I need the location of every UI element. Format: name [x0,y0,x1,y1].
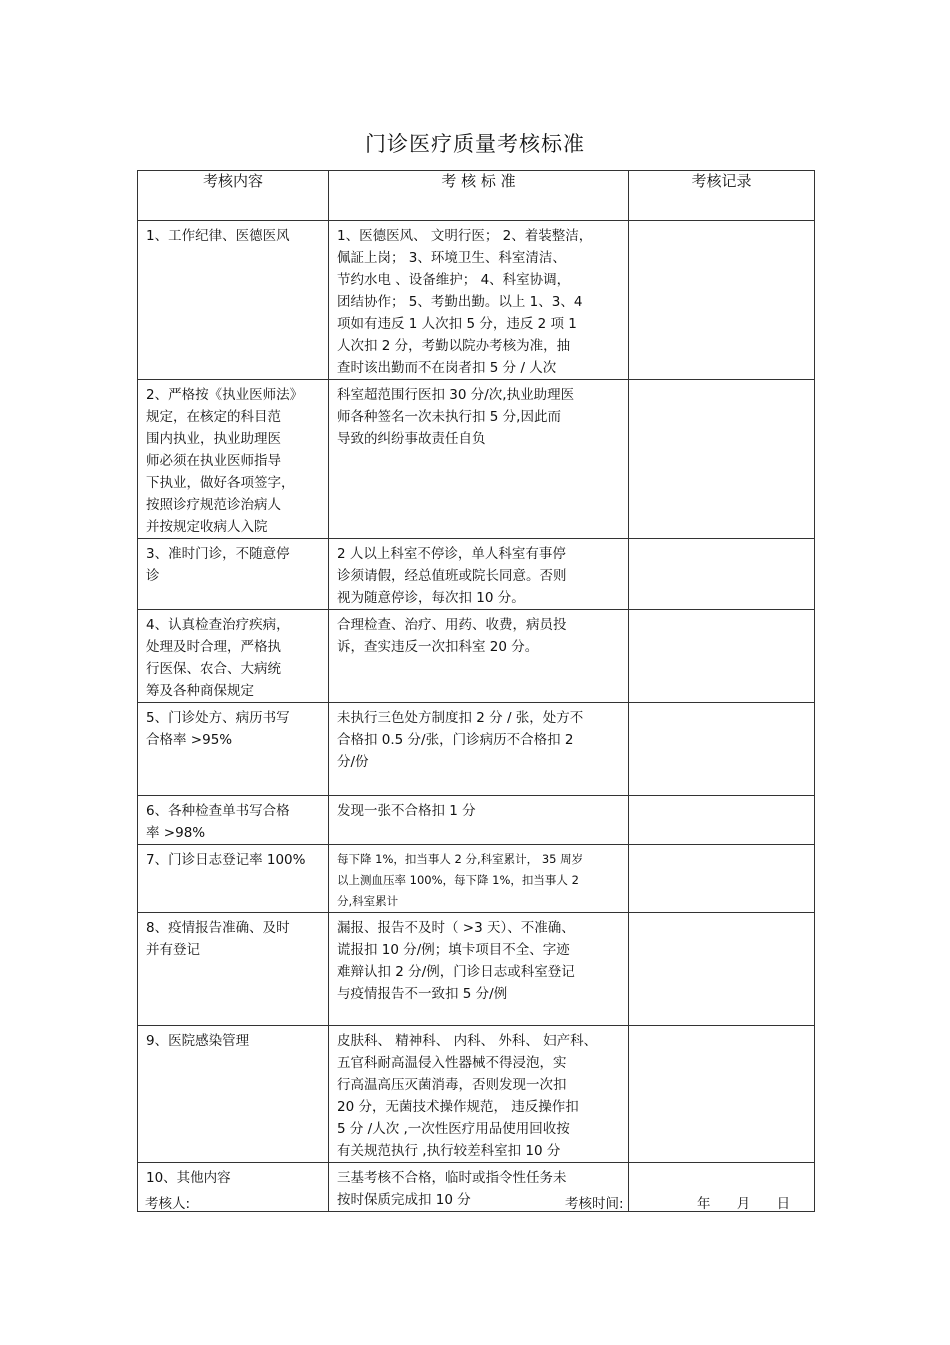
row-standard: 合理检查、治疗、用药、收费，病员投 诉，查实违反一次扣科室 20 分。 [329,610,629,703]
examiner-label: 考核人: [145,1196,191,1212]
year-label: 年 [697,1196,711,1212]
row-content: 5、门诊处方、病历书写 合格率 >95% [138,703,329,796]
header-record: 考核记录 [629,171,815,221]
row-content: 9、医院感染管理 [138,1026,329,1163]
row-standard: 2 人以上科室不停诊，单人科室有事停 诊须请假，经总值班或院长同意。否则 视为随意停诊，每次扣 10 分。 [329,539,629,610]
row-content: 4、认真检查治疗疾病， 处理及时合理，严格执 行医保、农合、大病统 筹及各种商保规定 [138,610,329,703]
header-content: 考核内容 [138,171,329,221]
row-record [629,380,815,539]
row-standard: 皮肤科、 精神科、 内科、 外科、 妇产科、 五官科耐高温侵入性器械不得浸泡，实 行高温高压灭菌消毒，否则发现一次扣 20 分，无菌技术操作规范， 违反操作扣 5 分 /人次 ,一次性医疗用品使用回收按 有关规范执行 ,执行较差科室扣 10 分 [329,1026,629,1163]
row-standard: 三基考核不合格，临时或指令性任务未 按时保质完成扣 10 分 [329,1163,629,1212]
table-row [138,1026,815,1163]
table-row [138,539,815,610]
table-row [138,796,815,845]
table-row [138,380,815,539]
table-row [138,221,815,380]
row-record [629,845,815,913]
row-record [629,539,815,610]
row-content: 8、疫情报告准确、及时 并有登记 [138,913,329,1026]
row-content: 7、门诊日志登记率 100% [138,845,329,913]
row-record [629,1026,815,1163]
page-title: 门诊医疗质量考核标准 [365,132,585,156]
row-standard: 每下降 1%，扣当事人 2 分,科室累计， 35 周岁 以上测血压率 100%，每下降 1%，扣当事人 2 分,科室累计 [329,845,629,913]
row-standard: 1、医德医风、 文明行医； 2、着装整洁， 佩証上岗； 3、环境卫生、科室清洁、 节约水电 、设备维护； 4、科室协调， 团结协作； 5、考勤出勤。以上 1、3、4 项如有违反 1 人次扣 5 分，违反 2 项 1 人次扣 2 分，考勤以院办考核为准，抽 查时该出勤而不在岗者扣 5 分 / 人次 [329,221,629,380]
date-fields [697,1192,812,1212]
row-standard: 漏报、报告不及时（ >3 天）、不准确、 谎报扣 10 分/例；填卡项目不全、字迹 难辩认扣 2 分/例，门诊日志或科室登记 与疫情报告不一致扣 5 分/例 [329,913,629,1026]
assessment-table [137,170,815,1212]
row-record [629,703,815,796]
row-record [629,610,815,703]
row-content: 10、其他内容 [138,1163,329,1212]
row-content: 3、准时门诊，不随意停 诊 [138,539,329,610]
table-row [138,703,815,796]
header-standard: 考 核 标 准 [329,171,629,221]
row-standard: 未执行三色处方制度扣 2 分 / 张，处方不 合格扣 0.5 分/张，门诊病历不合格扣 2 分/份 [329,703,629,796]
row-record [629,796,815,845]
row-standard: 发现一张不合格扣 1 分 [329,796,629,845]
table-row [138,913,815,1026]
row-record [629,913,815,1026]
row-standard: 科室超范围行医扣 30 分/次,执业助理医 师各种签名一次未执行扣 5 分,因此而 导致的纠纷事故责任自负 [329,380,629,539]
row-record [629,221,815,380]
day-label: 日 [776,1196,791,1212]
row-content: 1、工作纪律、医德医风 [138,221,329,380]
row-content: 6、各种检查单书写合格 率 >98% [138,796,329,845]
row-content: 2、严格按《执业医师法》 规定，在核定的科目范 围内执业，执业助理医 师必须在执业医师指导 下执业，做好各项签字， 按照诊疗规范诊治病人 并按规定收病人入院 [138,380,329,539]
table-row [138,610,815,703]
table-row [138,845,815,913]
month-label: 月 [736,1196,751,1212]
assessment-time-label: 考核时间: [565,1196,624,1212]
